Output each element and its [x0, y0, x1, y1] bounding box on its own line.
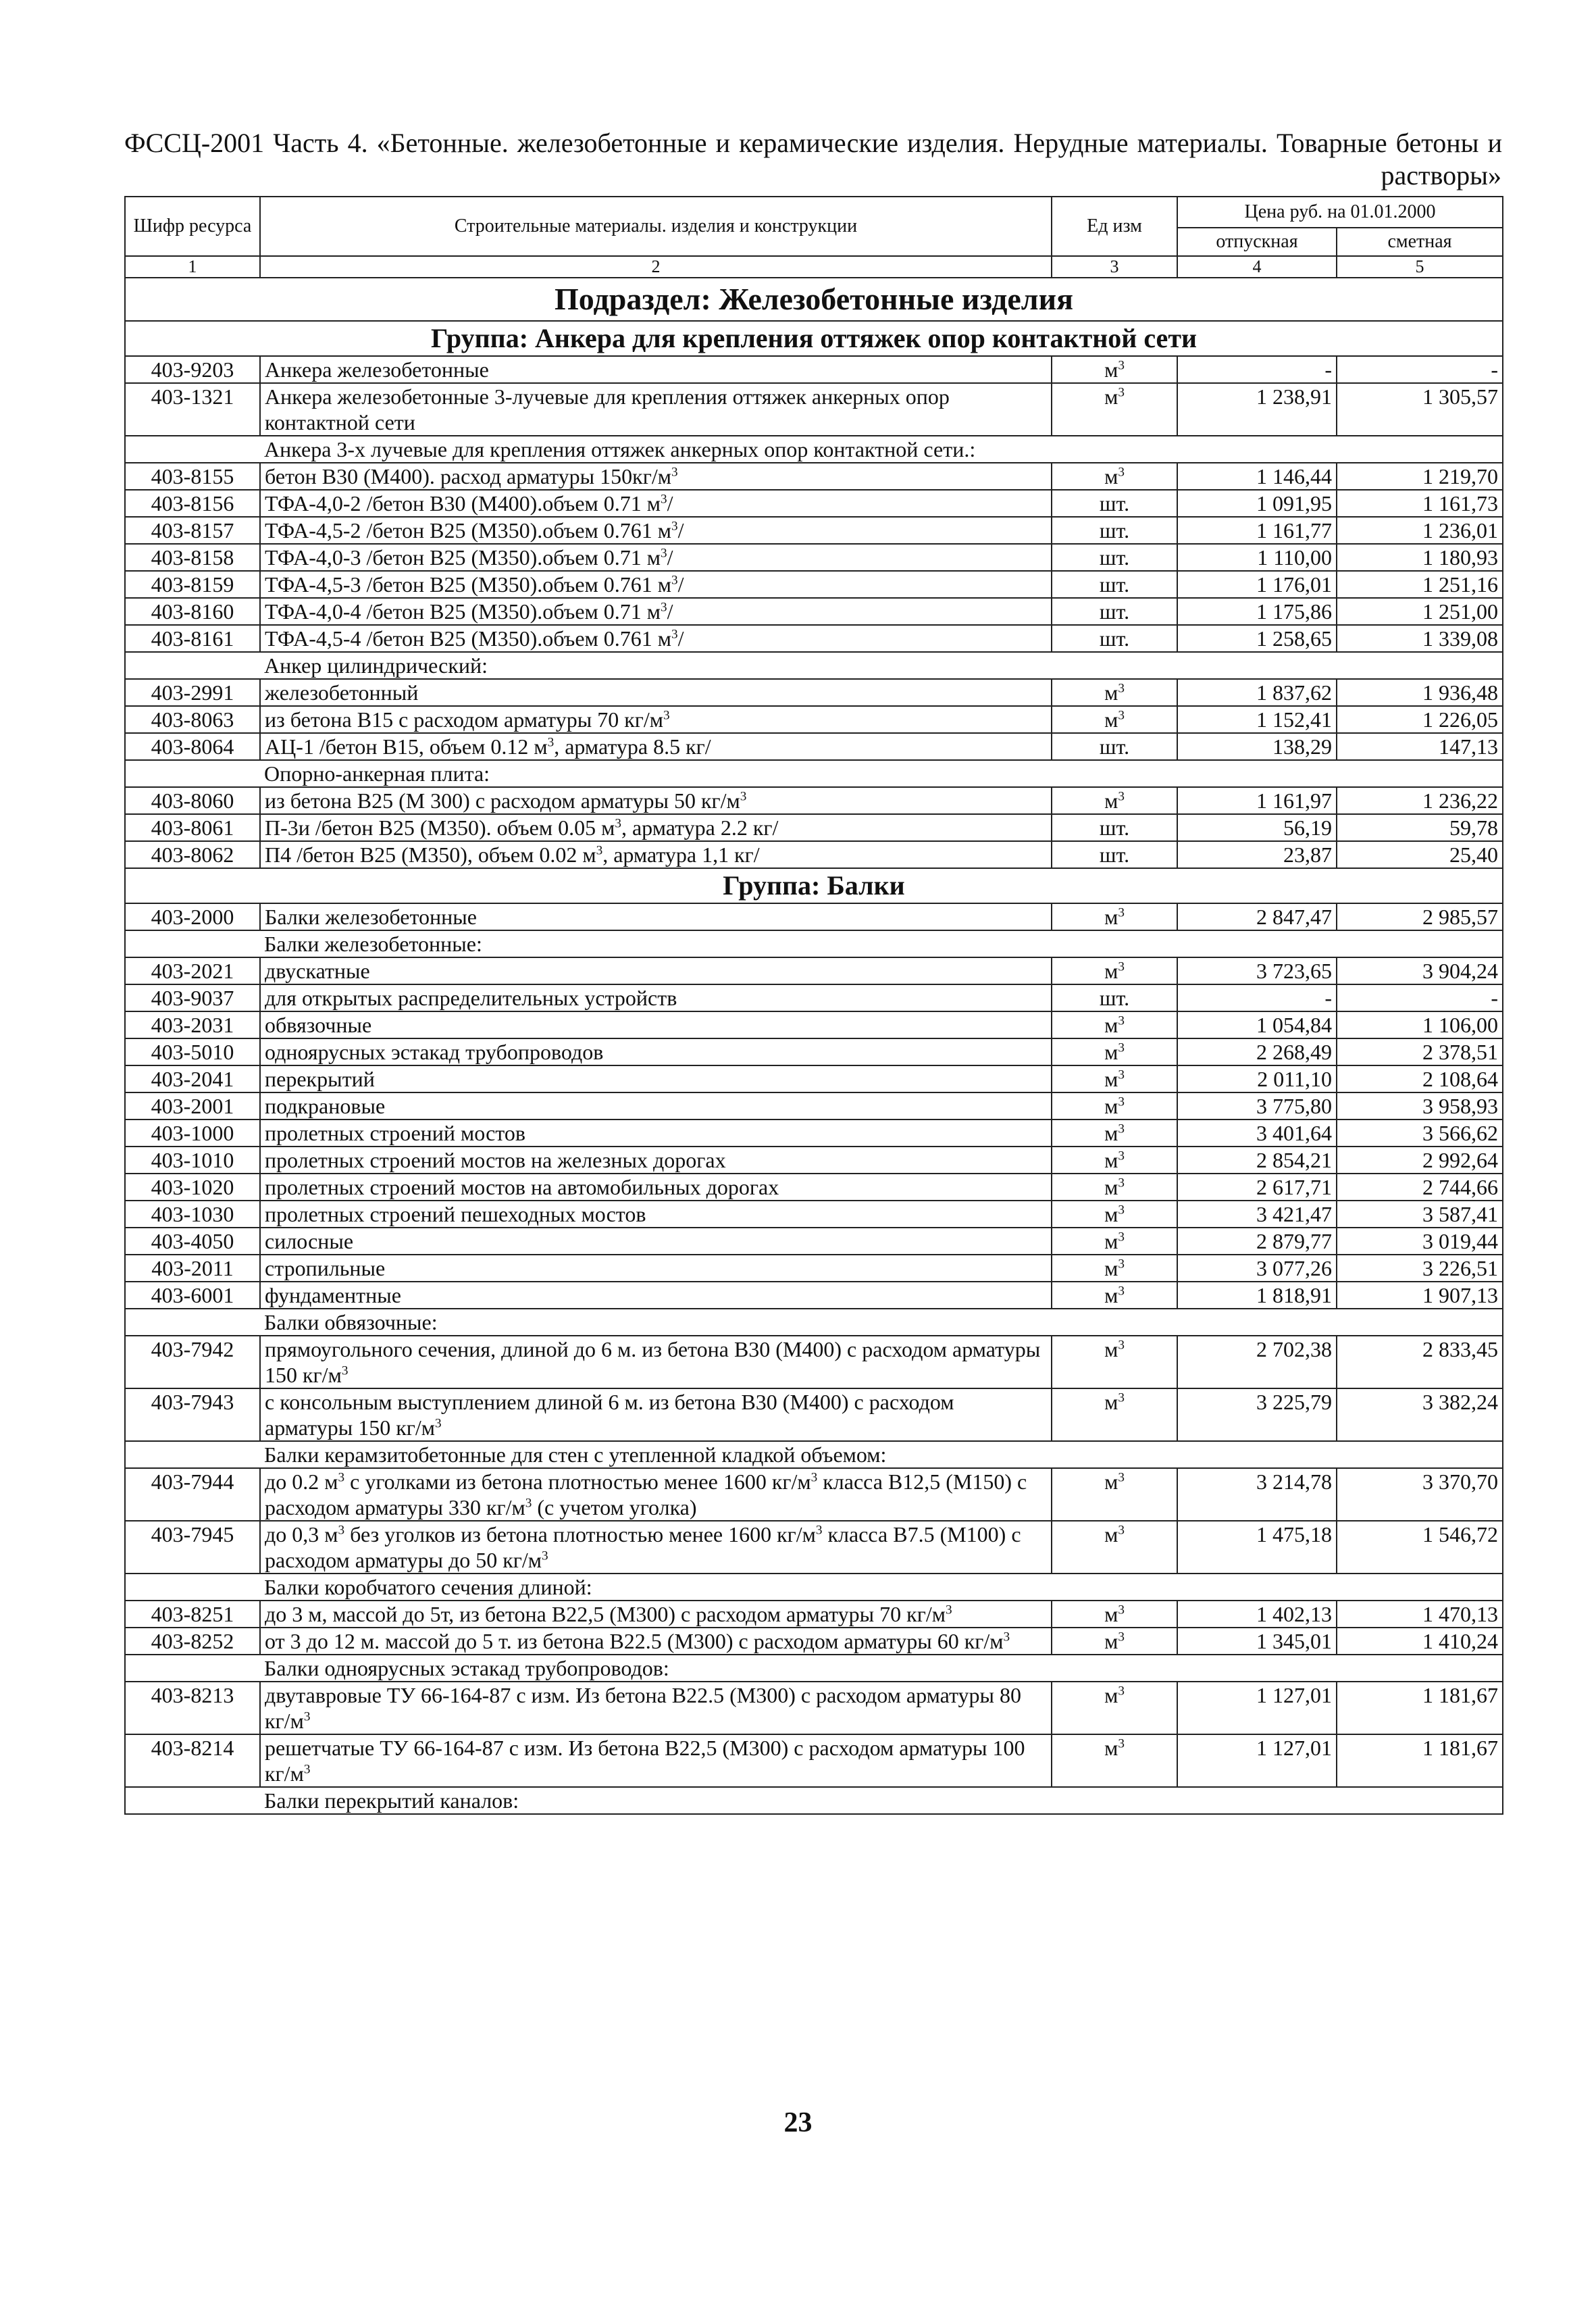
resource-code: 403-8160: [125, 598, 260, 625]
estimate-price: 1 410,24: [1337, 1628, 1503, 1655]
resource-code: 403-8156: [125, 490, 260, 517]
col-header-release: отпускная: [1177, 228, 1337, 256]
release-price: 3 775,80: [1177, 1092, 1337, 1120]
release-price: 1 238,91: [1177, 383, 1337, 436]
estimate-price: 1 236,01: [1337, 517, 1503, 544]
col-number: 4: [1177, 256, 1337, 278]
estimate-price: 1 907,13: [1337, 1282, 1503, 1309]
resource-code: 403-5010: [125, 1038, 260, 1065]
unit: $м^3$: [1052, 1336, 1177, 1388]
unit: $м^3$: [1052, 1092, 1177, 1120]
table-row: [125, 1147, 1503, 1174]
unit: $м^3$: [1052, 1521, 1177, 1574]
resource-code: 403-2991: [125, 679, 260, 706]
col-header-price: Цена руб. на 01.01.2000: [1177, 197, 1503, 228]
resource-code: 403-8213: [125, 1682, 260, 1734]
resource-code: 403-6001: [125, 1282, 260, 1309]
resource-code: 403-7942: [125, 1336, 260, 1388]
subgroup-label: Балки коробчатого сечения длиной:: [260, 1574, 1503, 1601]
release-price: 1 161,97: [1177, 787, 1337, 814]
unit: $м^3$: [1052, 1388, 1177, 1441]
resource-name: ТФА-4,5-2 /бетон В25 (М350).объем 0.761 $м^3/$: [260, 517, 1052, 544]
group-title-text: Группа: Балки: [125, 868, 1503, 903]
estimate-price: 147,13: [1337, 733, 1503, 760]
subgroup-label-row: [125, 652, 1503, 679]
unit: $м^3$: [1052, 383, 1177, 436]
resource-name: пролетных строений мостов на автомобильных дорогах: [260, 1174, 1052, 1201]
estimate-price: 3 370,70: [1337, 1468, 1503, 1521]
unit: $м^3$: [1052, 1734, 1177, 1787]
resource-code: 403-8251: [125, 1601, 260, 1628]
unit: $м^3$: [1052, 1468, 1177, 1521]
resource-name: ТФА-4,0-3 /бетон В25 (М350).объем 0.71 $м^3/$: [260, 544, 1052, 571]
estimate-price: 2 985,57: [1337, 903, 1503, 930]
resource-code: 403-1000: [125, 1120, 260, 1147]
resource-code: 403-9037: [125, 984, 260, 1011]
release-price: 1 146,44: [1177, 463, 1337, 490]
estimate-price: -: [1337, 356, 1503, 383]
price-table-body: [125, 278, 1503, 1814]
unit: $м^3$: [1052, 1601, 1177, 1628]
table-row: [125, 1282, 1503, 1309]
col-header-name: Строительные материалы. изделия и конструкции: [260, 197, 1052, 256]
table-row: [125, 1336, 1503, 1388]
release-price: 2 268,49: [1177, 1038, 1337, 1065]
table-row: [125, 1120, 1503, 1147]
unit: $м^3$: [1052, 463, 1177, 490]
subgroup-label-row: [125, 1787, 1503, 1814]
estimate-price: 1 106,00: [1337, 1011, 1503, 1038]
unit: $м^3$: [1052, 957, 1177, 984]
resource-name: пролетных строений мостов на железных дорогах: [260, 1147, 1052, 1174]
resource-code: 403-7945: [125, 1521, 260, 1574]
estimate-price: 3 226,51: [1337, 1255, 1503, 1282]
col-header-code: Шифр ресурса: [125, 197, 260, 256]
release-price: 1 152,41: [1177, 706, 1337, 733]
col-number: 5: [1337, 256, 1503, 278]
col-number: 3: [1052, 256, 1177, 278]
resource-name: до 0,3 $м^3$ без уголков из бетона плотностью менее 1600 $кг/м^3$ класса В7.5 (М100) с расходом арматуры до 50 $кг/м^3$: [260, 1521, 1052, 1574]
resource-name: ТФА-4,0-4 /бетон В25 (М350).объем 0.71 $м^3/$: [260, 598, 1052, 625]
release-price: 3 421,47: [1177, 1201, 1337, 1228]
subgroup-label: Анкера 3-х лучевые для крепления оттяжек анкерных опор контактной сети.:: [260, 436, 1503, 463]
resource-code: 403-2001: [125, 1092, 260, 1120]
unit: $м^3$: [1052, 1174, 1177, 1201]
table-row: [125, 1601, 1503, 1628]
section-title: [125, 278, 1503, 321]
release-price: 1 818,91: [1177, 1282, 1337, 1309]
release-price: 1 475,18: [1177, 1521, 1337, 1574]
group-title: [125, 321, 1503, 356]
table-row: [125, 1174, 1503, 1201]
subgroup-label-row: [125, 930, 1503, 957]
resource-code: 403-8060: [125, 787, 260, 814]
subgroup-label: Анкер цилиндрический:: [260, 652, 1503, 679]
table-row: [125, 1734, 1503, 1787]
subgroup-spacer: [125, 930, 260, 957]
col-header-unit: Ед изм: [1052, 197, 1177, 256]
release-price: 1 837,62: [1177, 679, 1337, 706]
table-row: [125, 383, 1503, 436]
resource-code: 403-7944: [125, 1468, 260, 1521]
release-price: 1 402,13: [1177, 1601, 1337, 1628]
unit: шт.: [1052, 490, 1177, 517]
table-row: [125, 984, 1503, 1011]
resource-name: одноярусных эстакад трубопроводов: [260, 1038, 1052, 1065]
table-row: [125, 544, 1503, 571]
resource-code: 403-1030: [125, 1201, 260, 1228]
table-row: [125, 679, 1503, 706]
table-row: [125, 1228, 1503, 1255]
resource-code: 403-8062: [125, 841, 260, 868]
release-price: 56,19: [1177, 814, 1337, 841]
table-row: [125, 1521, 1503, 1574]
unit: шт.: [1052, 984, 1177, 1011]
resource-name: решетчатые ТУ 66-164-87 с изм. Из бетона В22,5 (М300) с расходом арматуры 100 $кг/м^3$: [260, 1734, 1052, 1787]
resource-name: двускатные: [260, 957, 1052, 984]
resource-name: перекрытий: [260, 1065, 1052, 1092]
release-price: 1 127,01: [1177, 1734, 1337, 1787]
table-row: [125, 463, 1503, 490]
table-row: [125, 1468, 1503, 1521]
table-row: [125, 733, 1503, 760]
resource-name: силосные: [260, 1228, 1052, 1255]
unit: $м^3$: [1052, 1201, 1177, 1228]
resource-code: 403-1010: [125, 1147, 260, 1174]
unit: $м^3$: [1052, 356, 1177, 383]
table-row: [125, 1388, 1503, 1441]
resource-name: прямоугольного сечения, длиной до 6 м. из бетона В30 (М400) с расходом арматуры 150 $кг/м^3$: [260, 1336, 1052, 1388]
page-header-continuation: растворы»: [1381, 160, 1501, 191]
resource-code: 403-4050: [125, 1228, 260, 1255]
unit: шт.: [1052, 625, 1177, 652]
resource-code: 403-8155: [125, 463, 260, 490]
resource-code: 403-8159: [125, 571, 260, 598]
resource-name: пролетных строений пешеходных мостов: [260, 1201, 1052, 1228]
resource-code: 403-9203: [125, 356, 260, 383]
estimate-price: 1 305,57: [1337, 383, 1503, 436]
estimate-price: 2 108,64: [1337, 1065, 1503, 1092]
release-price: 3 214,78: [1177, 1468, 1337, 1521]
table-row: [125, 1628, 1503, 1655]
group-title-text: Группа: Анкера для крепления оттяжек опор контактной сети: [125, 321, 1503, 356]
table-row: [125, 787, 1503, 814]
resource-code: 403-8063: [125, 706, 260, 733]
col-number: 2: [260, 256, 1052, 278]
estimate-price: 2 833,45: [1337, 1336, 1503, 1388]
estimate-price: 2 744,66: [1337, 1174, 1503, 1201]
release-price: -: [1177, 356, 1337, 383]
resource-code: 403-2011: [125, 1255, 260, 1282]
unit: шт.: [1052, 814, 1177, 841]
resource-code: 403-8158: [125, 544, 260, 571]
resource-code: 403-8157: [125, 517, 260, 544]
estimate-price: 1 470,13: [1337, 1601, 1503, 1628]
unit: шт.: [1052, 841, 1177, 868]
resource-code: 403-8214: [125, 1734, 260, 1787]
resource-name: до 0.2 $м^3$ с уголками из бетона плотностью менее 1600 $кг/м^3$ класса В12,5 (М150) с расходом арматуры 330 $кг/м^3$ (с учетом уголка): [260, 1468, 1052, 1521]
resource-code: 403-8064: [125, 733, 260, 760]
resource-code: 403-2021: [125, 957, 260, 984]
unit: $м^3$: [1052, 1120, 1177, 1147]
unit: $м^3$: [1052, 679, 1177, 706]
estimate-price: 59,78: [1337, 814, 1503, 841]
subgroup-spacer: [125, 1574, 260, 1601]
release-price: 1 175,86: [1177, 598, 1337, 625]
subgroup-label-row: [125, 760, 1503, 787]
unit: $м^3$: [1052, 1011, 1177, 1038]
estimate-price: 1 181,67: [1337, 1682, 1503, 1734]
resource-name: П4 /бетон В25 (М350), объем 0.02 $м^3$, арматура 1,1 кг/: [260, 841, 1052, 868]
resource-name: до 3 м, массой до 5т, из бетона В22,5 (М300) с расходом арматуры 70 $кг/м^3$: [260, 1601, 1052, 1628]
subgroup-label: Балки обвязочные:: [260, 1309, 1503, 1336]
page-number: 23: [783, 2107, 813, 2138]
table-row: [125, 814, 1503, 841]
resource-name: Анкера железобетонные 3-лучевые для крепления оттяжек анкерных опор контактной сети: [260, 383, 1052, 436]
release-price: 2 702,38: [1177, 1336, 1337, 1388]
estimate-price: 1 546,72: [1337, 1521, 1503, 1574]
unit: шт.: [1052, 598, 1177, 625]
resource-name: бетон В30 (М400). расход арматуры $150кг/м^3$: [260, 463, 1052, 490]
table-row: [125, 706, 1503, 733]
subgroup-spacer: [125, 1309, 260, 1336]
unit: шт.: [1052, 733, 1177, 760]
resource-name: из бетона В25 (М 300) с расходом арматуры 50 $кг/м^3$: [260, 787, 1052, 814]
estimate-price: 1 251,16: [1337, 571, 1503, 598]
subgroup-spacer: [125, 1441, 260, 1468]
subgroup-spacer: [125, 1655, 260, 1682]
estimate-price: 1 181,67: [1337, 1734, 1503, 1787]
table-row: [125, 903, 1503, 930]
resource-name: от 3 до 12 м. массой до 5 т. из бетона В22.5 (М300) с расходом арматуры 60 $кг/м^3$: [260, 1628, 1052, 1655]
resource-name: двутавровые ТУ 66-164-87 с изм. Из бетона В22.5 (М300) с расходом арматуры 80 $кг/м^3$: [260, 1682, 1052, 1734]
release-price: 1 258,65: [1177, 625, 1337, 652]
resource-name: ТФА-4,5-4 /бетон В25 (М350).объем 0.761 $м^3/$: [260, 625, 1052, 652]
unit: шт.: [1052, 517, 1177, 544]
subgroup-label-row: [125, 436, 1503, 463]
release-price: 2 617,71: [1177, 1174, 1337, 1201]
resource-code: 403-8061: [125, 814, 260, 841]
table-row: [125, 841, 1503, 868]
unit: $м^3$: [1052, 1038, 1177, 1065]
estimate-price: -: [1337, 984, 1503, 1011]
resource-name: стропильные: [260, 1255, 1052, 1282]
unit: $м^3$: [1052, 1228, 1177, 1255]
col-number: 1: [125, 256, 260, 278]
subgroup-label-row: [125, 1655, 1503, 1682]
release-price: 1 176,01: [1177, 571, 1337, 598]
resource-name: ТФА-4,0-2 /бетон В30 (М400).объем 0.71 $м^3/$: [260, 490, 1052, 517]
estimate-price: 1 236,22: [1337, 787, 1503, 814]
resource-code: 403-1020: [125, 1174, 260, 1201]
unit: $м^3$: [1052, 1065, 1177, 1092]
estimate-price: 1 180,93: [1337, 544, 1503, 571]
release-price: 2 879,77: [1177, 1228, 1337, 1255]
table-row: [125, 1038, 1503, 1065]
estimate-price: 3 958,93: [1337, 1092, 1503, 1120]
estimate-price: 1 226,05: [1337, 706, 1503, 733]
table-row: [125, 517, 1503, 544]
table-row: [125, 571, 1503, 598]
release-price: 3 401,64: [1177, 1120, 1337, 1147]
estimate-price: 2 378,51: [1337, 1038, 1503, 1065]
estimate-price: 1 251,00: [1337, 598, 1503, 625]
resource-code: 403-2031: [125, 1011, 260, 1038]
resource-name: Балки железобетонные: [260, 903, 1052, 930]
price-table: [124, 196, 1503, 1815]
table-row: [125, 1092, 1503, 1120]
resource-code: 403-1321: [125, 383, 260, 436]
resource-code: 403-2041: [125, 1065, 260, 1092]
release-price: 1 127,01: [1177, 1682, 1337, 1734]
estimate-price: 1 936,48: [1337, 679, 1503, 706]
estimate-price: 1 339,08: [1337, 625, 1503, 652]
subgroup-label: Балки железобетонные:: [260, 930, 1503, 957]
resource-name: пролетных строений мостов: [260, 1120, 1052, 1147]
subgroup-label-row: [125, 1441, 1503, 1468]
release-price: 1 054,84: [1177, 1011, 1337, 1038]
resource-name: Анкера железобетонные: [260, 356, 1052, 383]
estimate-price: 3 019,44: [1337, 1228, 1503, 1255]
unit: $м^3$: [1052, 787, 1177, 814]
estimate-price: 3 566,62: [1337, 1120, 1503, 1147]
table-row: [125, 490, 1503, 517]
estimate-price: 3 904,24: [1337, 957, 1503, 984]
subgroup-spacer: [125, 652, 260, 679]
resource-name: подкрановые: [260, 1092, 1052, 1120]
table-row: [125, 598, 1503, 625]
estimate-price: 2 992,64: [1337, 1147, 1503, 1174]
resource-code: 403-8252: [125, 1628, 260, 1655]
unit: $м^3$: [1052, 1255, 1177, 1282]
estimate-price: 3 382,24: [1337, 1388, 1503, 1441]
release-price: 138,29: [1177, 733, 1337, 760]
release-price: 2 847,47: [1177, 903, 1337, 930]
resource-name: фундаментные: [260, 1282, 1052, 1309]
resource-name: железобетонный: [260, 679, 1052, 706]
release-price: 1 345,01: [1177, 1628, 1337, 1655]
subgroup-spacer: [125, 1787, 260, 1814]
release-price: -: [1177, 984, 1337, 1011]
release-price: 3 077,26: [1177, 1255, 1337, 1282]
subgroup-spacer: [125, 760, 260, 787]
unit: $м^3$: [1052, 1147, 1177, 1174]
col-header-estimate: сметная: [1337, 228, 1503, 256]
release-price: 1 110,00: [1177, 544, 1337, 571]
release-price: 2 854,21: [1177, 1147, 1337, 1174]
table-row: [125, 356, 1503, 383]
unit: $м^3$: [1052, 1682, 1177, 1734]
subgroup-label: Опорно-анкерная плита:: [260, 760, 1503, 787]
table-row: [125, 1255, 1503, 1282]
table-row: [125, 1201, 1503, 1228]
subgroup-label: Балки перекрытий каналов:: [260, 1787, 1503, 1814]
subgroup-label: Балки керамзитобетонные для стен с утепленной кладкой объемом:: [260, 1441, 1503, 1468]
release-price: 1 091,95: [1177, 490, 1337, 517]
release-price: 2 011,10: [1177, 1065, 1337, 1092]
subgroup-label-row: [125, 1309, 1503, 1336]
resource-name: для открытых распределительных устройств: [260, 984, 1052, 1011]
release-price: 3 225,79: [1177, 1388, 1337, 1441]
table-row: [125, 1682, 1503, 1734]
unit: шт.: [1052, 571, 1177, 598]
release-price: 3 723,65: [1177, 957, 1337, 984]
estimate-price: 1 219,70: [1337, 463, 1503, 490]
unit: $м^3$: [1052, 1282, 1177, 1309]
resource-name: с консольным выступлением длиной 6 м. из бетона В30 (М400) с расходом арматуры 150 $кг/м^3$: [260, 1388, 1052, 1441]
group-title: [125, 868, 1503, 903]
table-row: [125, 957, 1503, 984]
resource-name: П-3и /бетон В25 (М350). объем 0.05 $м^3$, арматура 2.2 кг/: [260, 814, 1052, 841]
resource-name: АЦ-1 /бетон В15, объем 0.12 $м^3$, арматура 8.5 кг/: [260, 733, 1052, 760]
table-row: [125, 1011, 1503, 1038]
resource-code: 403-2000: [125, 903, 260, 930]
section-title-text: Подраздел: Железобетонные изделия: [125, 278, 1503, 321]
table-row: [125, 1065, 1503, 1092]
resource-code: 403-8161: [125, 625, 260, 652]
resource-name: из бетона В15 с расходом арматуры 70 $кг/м^3$: [260, 706, 1052, 733]
subgroup-label: Балки одноярусных эстакад трубопроводов:: [260, 1655, 1503, 1682]
estimate-price: 3 587,41: [1337, 1201, 1503, 1228]
subgroup-spacer: [125, 436, 260, 463]
estimate-price: 1 161,73: [1337, 490, 1503, 517]
unit: $м^3$: [1052, 706, 1177, 733]
estimate-price: 25,40: [1337, 841, 1503, 868]
release-price: 23,87: [1177, 841, 1337, 868]
subgroup-label-row: [125, 1574, 1503, 1601]
resource-code: 403-7943: [125, 1388, 260, 1441]
table-row: [125, 625, 1503, 652]
unit: шт.: [1052, 544, 1177, 571]
resource-name: обвязочные: [260, 1011, 1052, 1038]
unit: $м^3$: [1052, 1628, 1177, 1655]
release-price: 1 161,77: [1177, 517, 1337, 544]
resource-name: ТФА-4,5-3 /бетон В25 (М350).объем 0.761 $м^3/$: [260, 571, 1052, 598]
page-header: ФССЦ-2001 Часть 4. «Бетонные. железобетонные и керамические изделия. Нерудные материалы. Товарные бетоны и: [124, 128, 1502, 158]
unit: $м^3$: [1052, 903, 1177, 930]
